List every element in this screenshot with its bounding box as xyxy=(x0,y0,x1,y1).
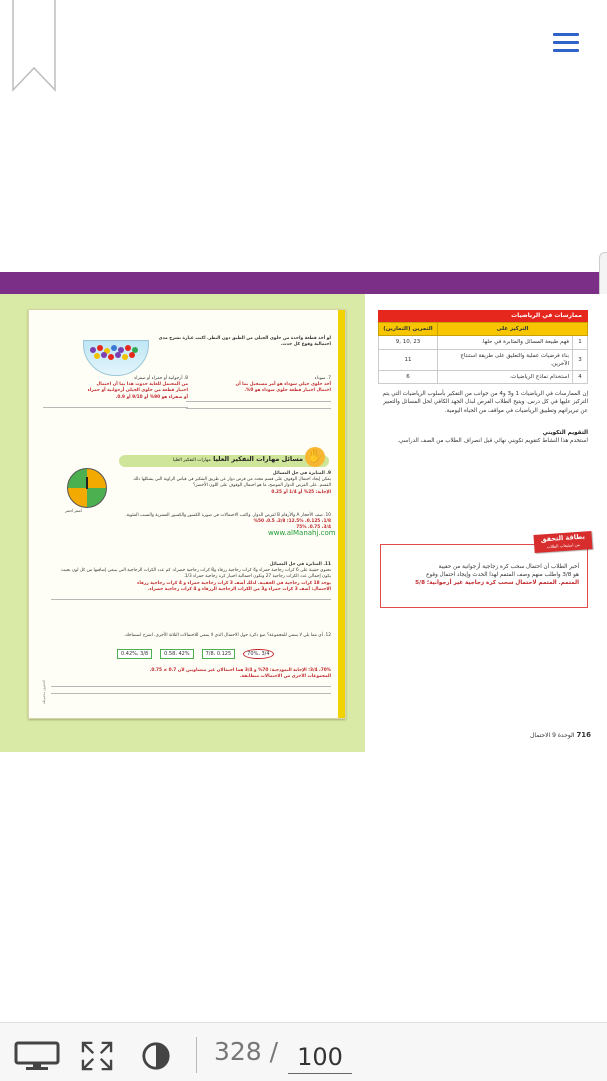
hamburger-menu-icon[interactable] xyxy=(553,33,579,53)
card-text-1: أخبر الطلاب أن احتمال سحب كرة زجاجية أرجوانية من حقيبة xyxy=(438,564,579,570)
q8-label: 8. أرجوانية أو حمراء أو صفراء xyxy=(134,376,188,381)
q12-options xyxy=(117,649,274,659)
assessment-title: التقويم التكويني xyxy=(542,429,588,436)
contrast-icon[interactable] xyxy=(140,1041,172,1071)
table-row: 4 استخدام نماذج الرياضيات. 6 xyxy=(379,371,588,384)
col-exercises: التمرين (التمارين) xyxy=(379,323,438,336)
q12-answer-1: 70%، 3/4؛ الإجابة النموذجية: 70% و 3/4 هما احتمالان غير متساويين لأن 0.7 ≠ 0.75. xyxy=(149,668,331,673)
q8-answer-1: من المحتمل للغاية حدوث هذا بما أن احتمال xyxy=(96,382,188,388)
practices-title: ممارسات في الرياضيات xyxy=(378,310,588,322)
q8-answer-2: اختيار قطعة من حلوى الجيلي أرجوانية أو حمراء xyxy=(87,388,188,394)
q9-answer: الإجابة: 25% أو 1/4 أو 0.25 xyxy=(271,489,331,495)
card-title: بطاقة التحقق xyxy=(540,532,585,544)
q7-label: 7. سوداء xyxy=(314,376,331,381)
q10-answer-1: 1/8، 0.125، 12.5%؛ 2/8، 0.5، 50% xyxy=(253,519,331,525)
bookmark-icon[interactable] xyxy=(12,0,56,92)
page-number-field[interactable]: 100 xyxy=(288,1037,352,1074)
q10-answer-2: 3/4، 0.75، 75% xyxy=(296,525,331,531)
practices-table xyxy=(378,322,588,384)
q11-text: تحتوي حقيبة على 6 كرات زجاجية حمراء و4 كرات زجاجية زرقاء و8 كرات زجاجية خضراء. كم عدد الكرات الزجاجية التي ينبغي إضافتها من كل لون بحيث يكون إجمالي عدد الكرات زجاجية 27 وتكون احتمالية اختيار كرة زجاجية حمراء 1/3. xyxy=(61,568,331,580)
card-text-3: المتمم. المتمم لاحتمال سحب كرة زجاجية غير أرجوانية؛ 5/8 xyxy=(415,580,579,586)
q12-text: 12. أي مما يلي لا ينتمي للمجموعة؟ ضع دائرة حول الاحتمال الذي لا ينتمي للاحتمالات الثلاثة الأخرى. اشرح استنتاجك. xyxy=(123,633,331,638)
spinner-label: أصفر أخضر xyxy=(65,509,82,513)
section-title: مسائل مهارات التفكير العليا مهارات التفكير العليا xyxy=(172,455,303,463)
book-page-number: 716 الوحدة 9 الاحتمال xyxy=(530,731,592,739)
q12-option: 7/8، 0.125 xyxy=(202,649,236,659)
q11-answer-2: الاحتمال: أضف 3 كرات حمراء و3 من الكرات الزجاجية الزرقاء و 4 كرات زجاجية خضراء. xyxy=(147,586,331,592)
q12-answer-2: المجموعات الأخرى من الاحتمالات متطابقة. xyxy=(239,674,331,680)
toolbar-separator xyxy=(196,1037,197,1073)
table-row: 3 بناء فرضيات عملية والتعليق على طريقة استنتاج الآخرين. 11 xyxy=(379,349,588,370)
hand-icon: ✋ xyxy=(305,447,325,467)
candy-bowl-image xyxy=(83,340,149,376)
viewer-toolbar xyxy=(0,1022,607,1081)
copyright-side-text: الحقوق محفوظة xyxy=(42,679,46,704)
student-worksheet xyxy=(28,309,346,719)
q12-option-circled: 70%، 3/4 xyxy=(243,649,273,659)
q8-answer-3: أو صفراء هو 90% أو 9/10 أو 0.9. xyxy=(115,394,188,400)
exit-ticket-card xyxy=(380,532,588,608)
watermark: www.alManahj.com xyxy=(268,529,336,537)
worksheet-edge-bar xyxy=(338,310,345,718)
fullscreen-icon[interactable] xyxy=(80,1041,114,1071)
q7-answer-1: أخذ حلوى جيلي سوداء هو أمر مستحيل بما أن xyxy=(235,382,331,388)
q11-title: 11. المثابرة في حل المسائل xyxy=(269,562,331,567)
teacher-panel xyxy=(378,310,588,445)
page-header-band xyxy=(0,272,607,294)
spinner-image xyxy=(67,468,107,508)
q9-text: يمكن إيجاد احتمال الوقوف على قسم محدد من قرص دوار عن طريق التفكير في قياس الزاوية التي يشكلها ذلك القسم. على القرص الدوار الموضح، ما هو احتمال الوقوف على اللون الأخضر؟ xyxy=(133,477,331,489)
practices-paragraph: إن الممارسات في الرياضيات 1 و3 و4 من جوانب من التفكير بأسلوب الرياضيات التي يتم التركيز عليها في كل درس. ويتيح الطلاب الفرص لبذل الجهد الكافي لحل المسائل والتعبير عن تبريراتهم وتطبيق الرياضيات في مواقف من الحياة اليومية. xyxy=(382,391,588,414)
col-focus: التركيز على xyxy=(438,323,588,336)
table-row: 1 فهم طبيعة المسائل والمثابرة في حلها. 9, 10, 23 xyxy=(379,336,588,349)
card-text-2: هو 3/8 واطلب منهم وصف المتمم لهذا الحدث وإيجاد احتمال وقوع xyxy=(426,572,579,578)
card-tag xyxy=(533,531,592,553)
q9-title: 9. المثابرة في حل المسائل xyxy=(272,471,331,476)
current-page-indicator: 328 / xyxy=(214,1037,279,1066)
assessment-text: استخدم هذا النشاط كتقويم تكويني نهائي قبل انصراف الطلاب من الصف الدراسي. xyxy=(397,438,588,445)
q12-option: 0.42%، 3/8 xyxy=(117,649,152,659)
card-subtitle: من استيعاب الطلاب xyxy=(546,541,580,550)
q11-answer-1: يوجد 18 كرات زجاجية في الحقيبة. لذلك أضف 3 كرات زجاجية حمراء و 4 كرات زجاجية زرقاء xyxy=(137,580,331,586)
bowl-question: لو أخذ قطعة واحدة من حلوى الجيلي من الطبق دون النظر. اكتب عبارة تشرح مدى احتمالية وقوع كل حدث. xyxy=(158,336,331,348)
q7-answer-2: احتمال اختيار قطعة حلوى سوداء هو 0%. xyxy=(244,388,331,394)
q10-text: 10. صف الأحجار A والأرقام B لقرص الدوار. واكتب الاحتمالات في صورة الكسور والكسور العشرية والنسب المئوية. xyxy=(125,513,331,518)
monitor-icon[interactable] xyxy=(14,1041,60,1071)
q12-option: 0.58، 42% xyxy=(160,649,193,659)
